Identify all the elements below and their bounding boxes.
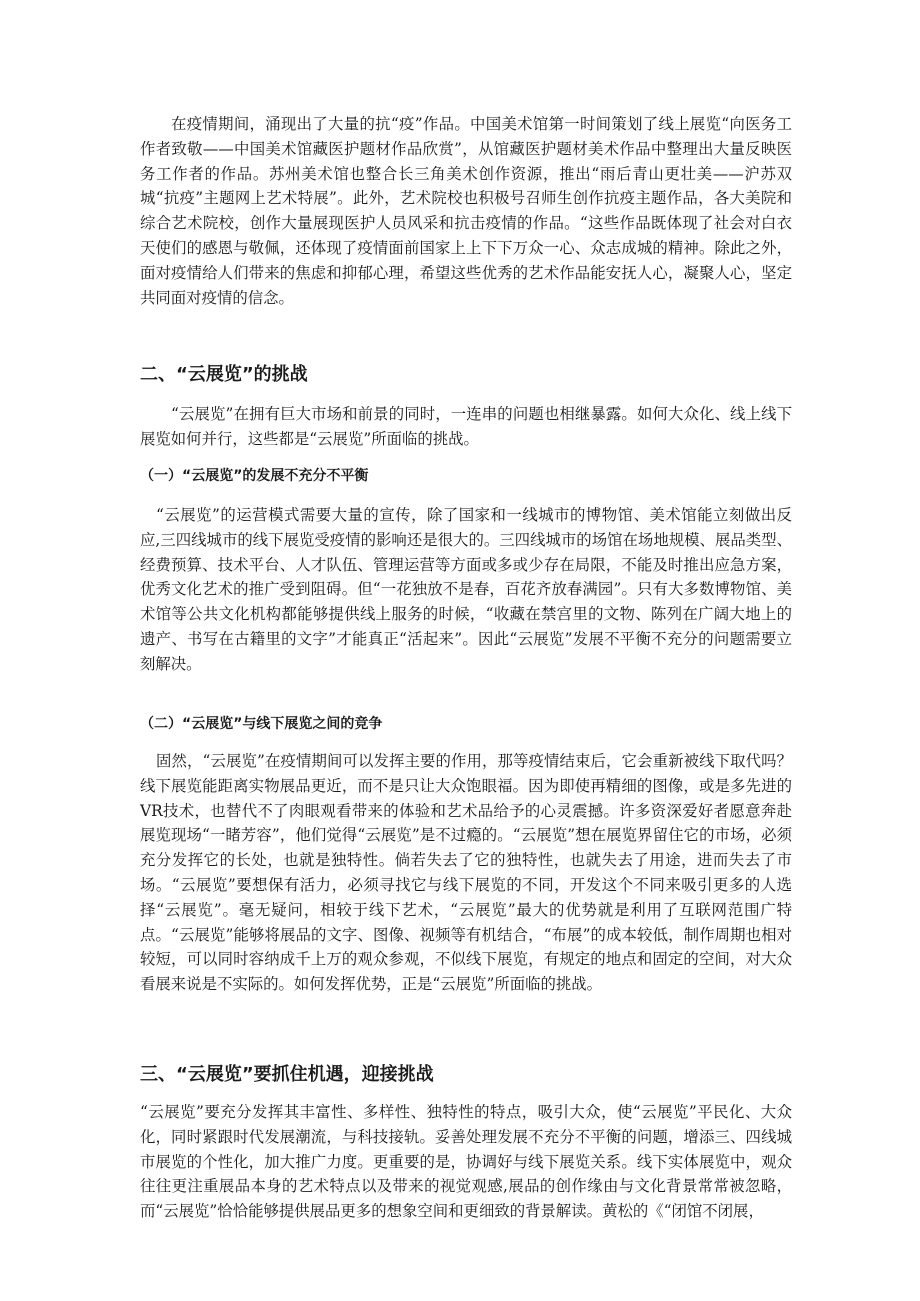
- body-paragraph-3: “云展览”的运营模式需要大量的宣传，除了国家和一线城市的博物馆、美术馆能立刻做出反应,三四线城市的线下展览受疫情的影响还是很大的。三四线城市的场馆在场地规模、展品类型、经费预算、技术平台、人才队伍、管理运营等方面或多或少存在局限，不能及时推出应急方案，优秀文化艺术的推广受到阻碍。但“一花独放不是春，百花齐放春满园”。只有大多数博物馆、美术馆等公共文化机构都能够提供线上服务的时候，“收藏在禁宫里的文物、陈列在广阔大地上的遗产、书写在古籍里的文字”才能真正“活起来”。因此“云展览”发展不平衡不充分的问题需要立刻解决。: [140, 506, 792, 673]
- section-heading-3: 三、“云展览”要抓住机遇，迎接挑战: [140, 1064, 434, 1085]
- body-paragraph-2: “云展览”在拥有巨大市场和前景的同时，一连串的问题也相继暴露。如何大众化、线上线下展览如何并行，这些都是“云展览”所面临的挑战。: [140, 405, 792, 448]
- body-paragraph-5: “云展览”要充分发挥其丰富性、多样性、独特性的特点，吸引大众，使“云展览”平民化、大众化，同时紧跟时代发展潮流，与科技接轨。妥善处理发展不充分不平衡的问题，增添三、四线城市展览的个性化，加大推广力度。更重要的是，协调好与线下展览关系。线下实体展览中，观众往往更注重展品本身的艺术特点以及带来的视觉观感,展品的创作缘由与文化背景常常被忽略，而“云展览”恰恰能够提供展品更多的想象空间和更细致的背景解读。黄松的《“闭馆不闭展，: [140, 1103, 792, 1221]
- subsection-heading-2-2: （二）“云展览”与线下展览之间的竞争: [140, 716, 383, 732]
- body-paragraph-4: 固然，“云展览”在疫情期间可以发挥主要的作用，那等疫情结束后，它会重新被线下取代吗？线下展览能距离实物展品更近，而不是只让大众饱眼福。因为即使再精细的图像，或是多先进的VR技术，也替代不了肉眼观看带来的体验和艺术品给予的心灵震撼。许多资深爱好者愿意奔赴展览现场“一睹芳容”，他们觉得“云展览”是不过瘾的。“云展览”想在展览界留住它的市场，必须充分发挥它的长处，也就是独特性。倘若失去了它的独特性，也就失去了用途，进而失去了市场。“云展览”要想保有活力，必须寻找它与线下展览的不同，开发这个不同来吸引更多的人选择“云展览”。毫无疑问，相较于线下艺术，“云展览”最大的优势就是利用了互联网范围广特点。“云展览”能够将展品的文字、图像、视频等有机结合，“布展”的成本较低，制作周期也相对较短，可以同时容纳成千上万的观众参观，不似线下展览，有规定的地点和固定的空间，对大众看展来说是不实际的。如何发挥优势，正是“云展览”所面临的挑战。: [140, 752, 792, 994]
- body-paragraph-1: 在疫情期间，涌现出了大量的抗“疫”作品。中国美术馆第一时间策划了线上展览“向医务工作者致敬——中国美术馆藏医护题材作品欣赏”，从馆藏医护题材美术作品中整理出大量反映医务工作者的作品。苏州美术馆也整合长三角美术创作资源，推出“雨后青山更壮美——沪苏双城“抗疫”主题网上艺术特展”。此外，艺术院校也积极号召师生创作抗疫主题作品，各大美院和综合艺术院校，创作大量展现医护人员风采和抗击疫情的作品。“这些作品既体现了社会对白衣天使们的感恩与敬佩，还体现了疫情面前国家上上下下万众一心、众志成城的精神。除此之外，面对疫情给人们带来的焦虑和抑郁心理，希望这些优秀的艺术作品能安抚人心，凝聚人心，坚定共同面对疫情的信念。: [140, 115, 792, 307]
- section-heading-2: 二、“云展览”的挑战: [140, 364, 308, 385]
- subsection-heading-2-1: （一）“云展览”的发展不充分不平衡: [140, 468, 369, 484]
